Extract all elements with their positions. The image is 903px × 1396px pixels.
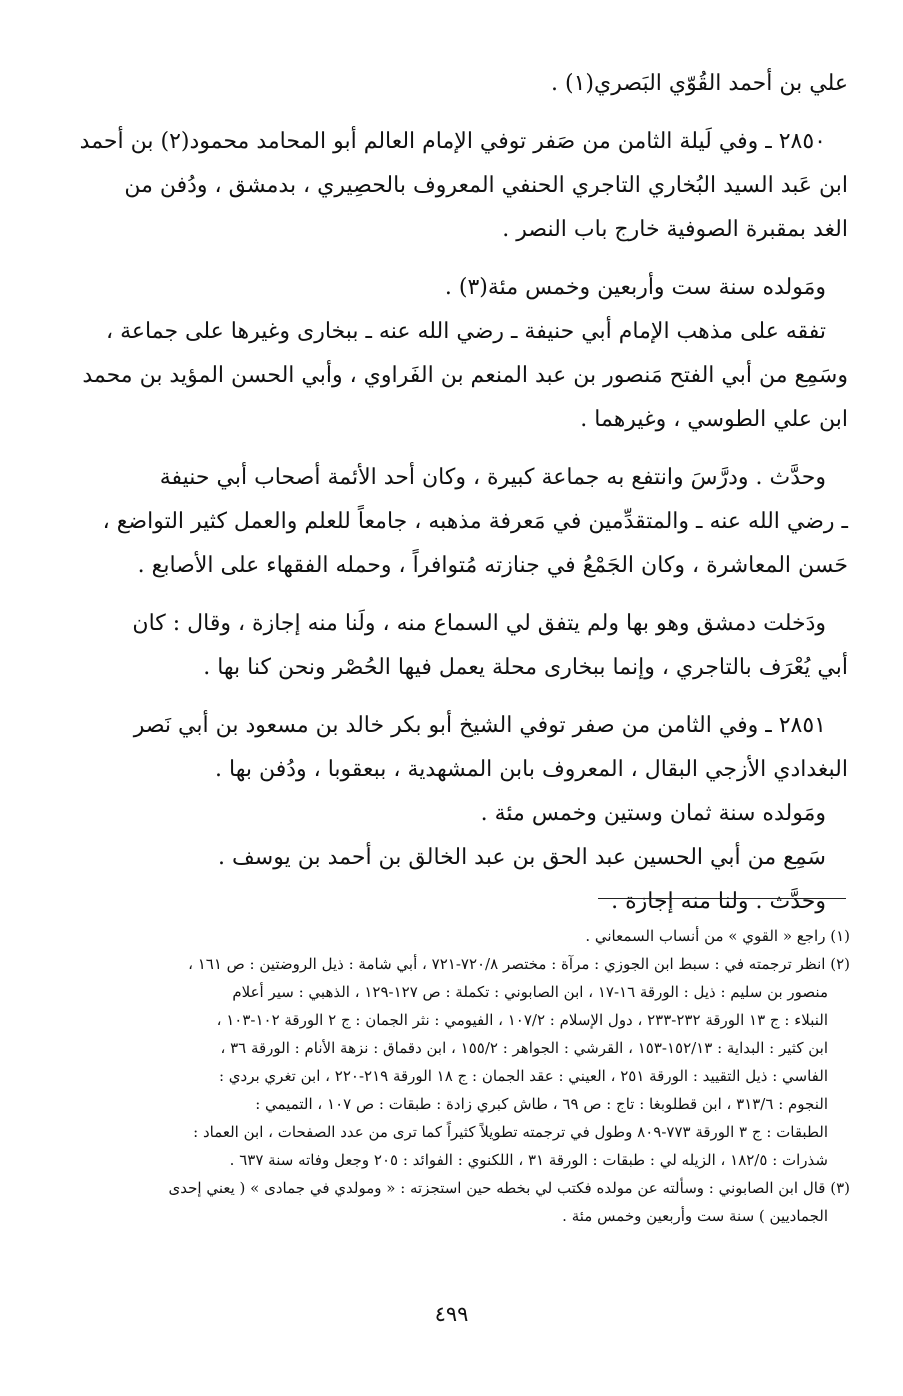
footnote-2: (٢) انظر ترجمته في : سبط ابن الجوزي : مرآة : مختصر ٧٢٠/٨-٧٢١ ، أبي شامة : ذيل الروضتين : ص ١٦١ ، — [188, 955, 850, 973]
footnote-3: (٣) قال ابن الصابوني : وسألته عن مولده فكتب لي بخطه حين استجزته : « ومولدي في جمادى » ( يعني إحدى — [168, 1179, 850, 1197]
text-line: ومَولده سنة ثمان وستين وخمس مئة . — [480, 801, 826, 826]
footnote-1: (١) راجع « القوي » من أنساب السمعاني . — [585, 927, 850, 945]
text-line: وحدَّث . ودرَّسَ وانتفع به جماعة كبيرة ، وكان أحد الأئمة أصحاب أبي حنيفة — [159, 465, 826, 490]
main-text — [78, 62, 848, 924]
footnote-line: الطبقات : ج ٣ الورقة ٧٧٣-٨٠٩ وطول في ترجمته تطويلاً كثيراً كما ترى من عدد الصفحات ، ابن العماد : — [193, 1123, 828, 1141]
text-line: وسَمِع من أبي الفتح مَنصور بن عبد المنعم بن الفَراوي ، وأبي الحسن المؤيد بن محمد — [82, 363, 848, 388]
footnote-line: ابن كثير : البداية : ١٥٢/١٣-١٥٣ ، القرشي : الجواهر : ١٥٥/٢ ، ابن دقماق : نزهة الأنام : الورقة ٣٦ ، — [220, 1039, 828, 1057]
entry-2850-heading: ٢٨٥٠ ـ وفي لَيلة الثامن من صَفر توفي الإمام العالم أبو المحامد محمود(٢) بن أحمد — [79, 129, 826, 154]
footnote-line: النجوم : ٣١٣/٦ ، ابن قطلوبغا : تاج : ص ٦٩ ، طاش كبري زادة : طبقات : ص ١٠٧ ، التميمي : — [255, 1095, 828, 1113]
text-line: ودَخلت دمشق وهو بها ولم يتفق لي السماع منه ، ولَنا منه إجازة ، وقال : كان — [132, 611, 826, 636]
text-line: تفقه على مذهب الإمام أبي حنيفة ـ رضي الله عنه ـ ببخارى وغيرها على جماعة ، — [106, 319, 826, 344]
text-line: البغدادي الأزجي البقال ، المعروف بابن المشهدية ، ببعقوبا ، ودُفن بها . — [215, 757, 848, 782]
text-line: أبي يُعْرَف بالتاجري ، وإنما ببخارى محلة يعمل فيها الحُصْر ونحن كنا بها . — [203, 655, 848, 680]
footnotes — [78, 922, 850, 1230]
footnote-divider — [598, 898, 846, 899]
footnote-line: الجماديين ) سنة ست وأربعين وخمس مئة . — [562, 1207, 828, 1225]
text-line: حَسن المعاشرة ، وكان الجَمْعُ في جنازته مُتوافراً ، وحمله الفقهاء على الأصابع . — [137, 553, 848, 578]
text-line: ابن عَبد السيد البُخاري التاجري الحنفي المعروف بالحصِيري ، بدمشق ، ودُفن من — [124, 173, 848, 198]
footnote-line: شذرات : ١٨٢/٥ ، الزيله لي : طبقات : الورقة ٣١ ، اللكنوي : الفوائد : ٢٠٥ وجعل وفاته سنة ٦٣٧ . — [229, 1151, 828, 1169]
text-line: وحدَّث . ولنا منه إجازة . — [611, 889, 826, 914]
text-line: ـ رضي الله عنه ـ والمتقدِّمين في مَعرفة مذهبه ، جامعاً للعلم والعمل كثير التواضع ، — [102, 509, 848, 534]
text-line: ابن علي الطوسي ، وغيرهما . — [580, 407, 848, 432]
footnote-line: منصور بن سليم : ذيل : الورقة ١٦-١٧ ، ابن الصابوني : تكملة : ص ١٢٧-١٢٩ ، الذهبي : سير أعلام — [232, 983, 828, 1001]
text-line: علي بن أحمد القُوّي البَصري(١) . — [551, 71, 848, 96]
text-line: الغد بمقبرة الصوفية خارج باب النصر . — [502, 217, 848, 242]
footnote-line: الفاسي : ذيل التقييد : الورقة ٢٥١ ، العيني : عقد الجمان : ج ١٨ الورقة ٢١٩-٢٢٠ ، ابن تغري بردي : — [218, 1067, 828, 1085]
text-line: ومَولده سنة ست وأربعين وخمس مئة(٣) . — [444, 275, 826, 300]
text-line: سَمِع من أبي الحسين عبد الحق بن عبد الخالق بن أحمد بن يوسف . — [218, 845, 826, 870]
entry-2851-heading: ٢٨٥١ ـ وفي الثامن من صفر توفي الشيخ أبو بكر خالد بن مسعود بن أبي نَصر — [133, 713, 826, 738]
page-number: ٤٩٩ — [434, 1302, 469, 1326]
footnote-line: النبلاء : ج ١٣ الورقة ٢٣٢-٢٣٣ ، دول الإسلام : ١٠٧/٢ ، الفيومي : نثر الجمان : ج ٢ الورقة ١٠٢-١٠٣ ، — [216, 1011, 828, 1029]
